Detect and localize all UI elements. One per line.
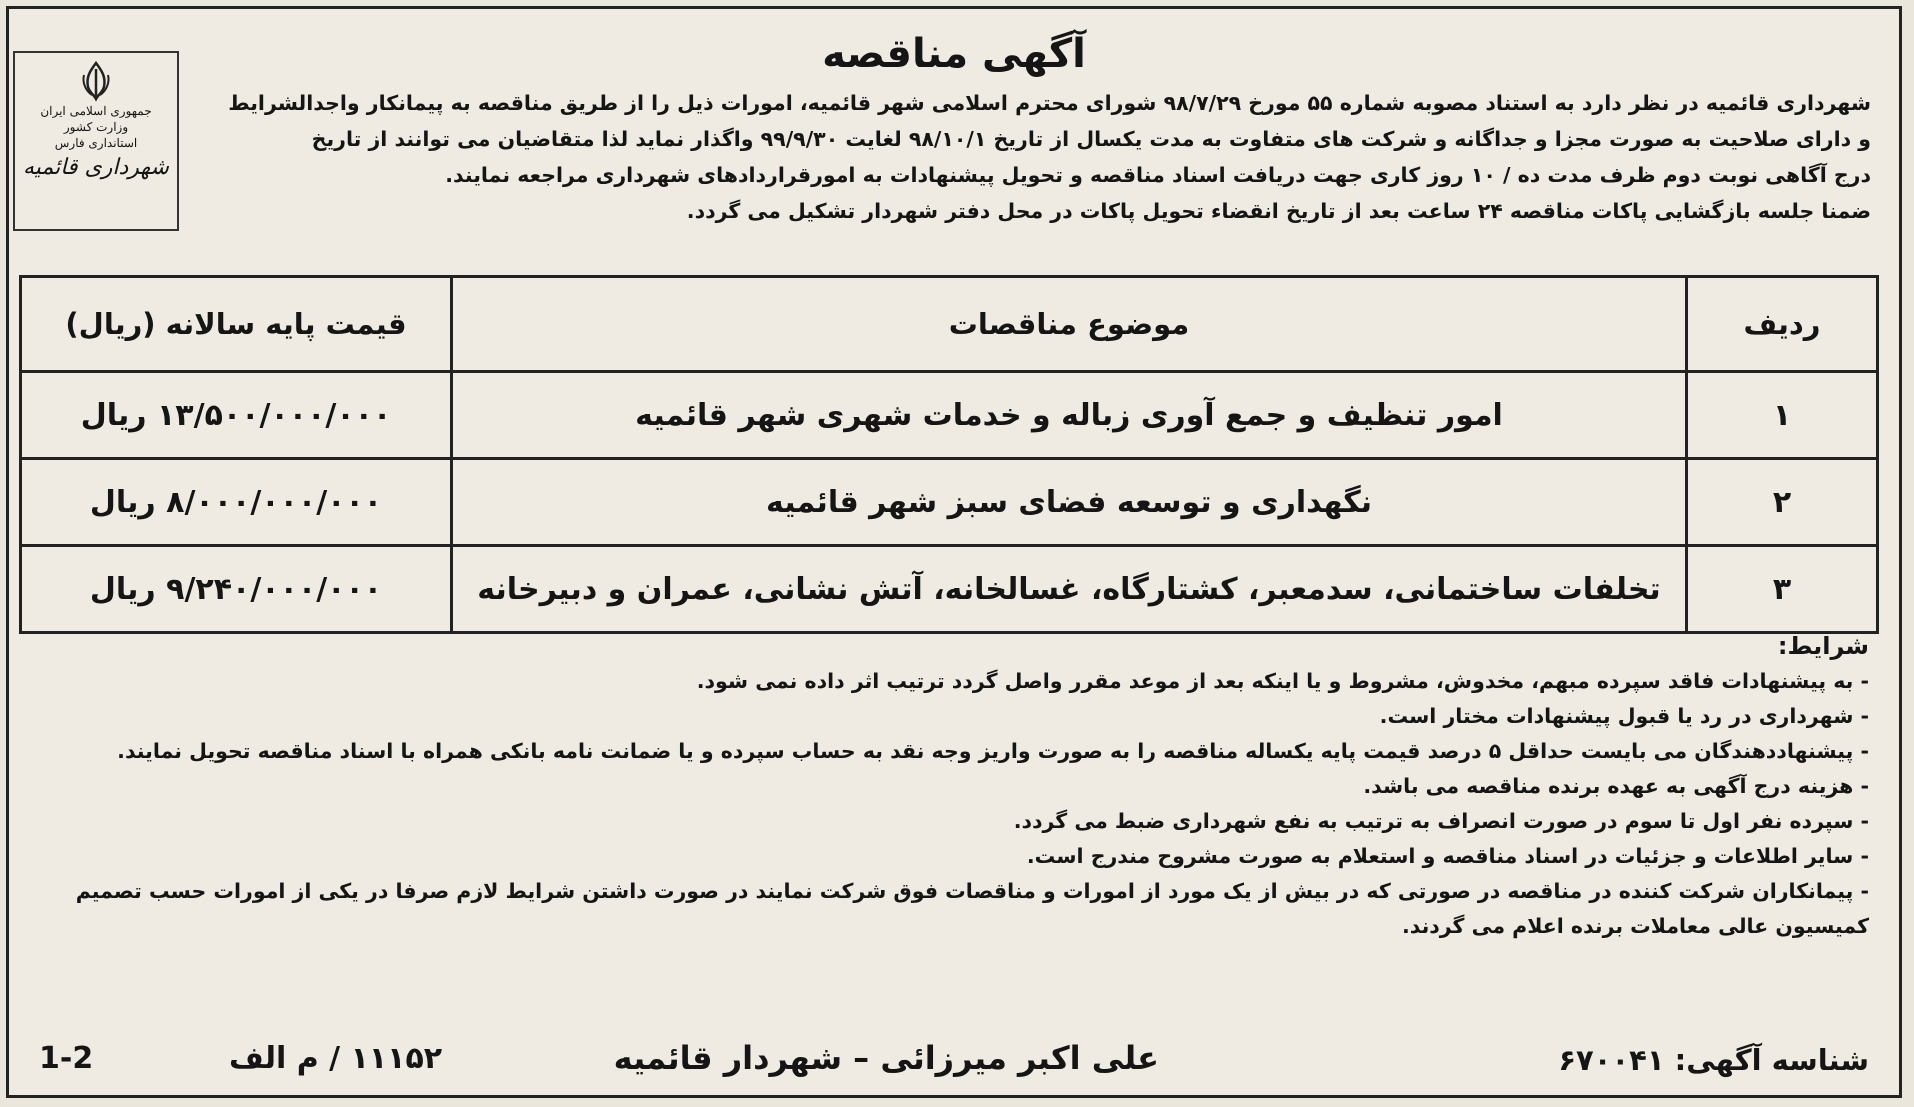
notice-page bbox=[6, 6, 1902, 1098]
row-subject: نگهداری و توسعه فضای سبز شهر قائمیه bbox=[452, 459, 1687, 546]
condition-item: - پیشنهاددهندگان می بایست حداقل ۵ درصد قیمت پایه یکساله مناقصه را به صورت واریز وجه نقد به حساب سپرده و یا ضمانت نامه بانکی همراه با اسناد مناقصه تحویل نمایند. bbox=[117, 739, 1869, 763]
intro-paragraph bbox=[171, 85, 1871, 229]
header-row-number: ردیف bbox=[1687, 277, 1878, 372]
ad-id: شناسه آگهی: ۶۷۰۰۴۱ bbox=[1558, 1043, 1869, 1077]
table-row bbox=[21, 372, 1878, 459]
tenders-table bbox=[19, 275, 1879, 634]
emblem-icon bbox=[74, 59, 118, 103]
conditions-heading: شرایط: bbox=[1777, 632, 1869, 660]
notice-footer bbox=[9, 1039, 1899, 1089]
row-number: ۳ bbox=[1687, 546, 1878, 633]
header-base-price: قیمت پایه سالانه (ریال) bbox=[21, 277, 452, 372]
condition-item: - سپرده نفر اول تا سوم در صورت انصراف به ترتیب به نفع شهرداری ضبط می گردد. bbox=[1013, 809, 1869, 833]
intro-line: ضمنا جلسه بازگشایی پاکات مناقصه ۲۴ ساعت بعد از تاریخ انقضاء تحویل پاکات در محل دفتر شهردار تشکیل می گردد. bbox=[686, 199, 1871, 223]
row-subject: امور تنظیف و جمع آوری زباله و خدمات شهری شهر قائمیه bbox=[452, 372, 1687, 459]
row-price: ۹/۲۴۰/۰۰۰/۰۰۰ ریال bbox=[21, 546, 452, 633]
logo-line-municipality: شهرداری قائمیه bbox=[23, 155, 169, 180]
table-row bbox=[21, 459, 1878, 546]
row-price: ۸/۰۰۰/۰۰۰/۰۰۰ ریال bbox=[21, 459, 452, 546]
table-header-row bbox=[21, 277, 1878, 372]
header-subject: موضوع مناقصات bbox=[452, 277, 1687, 372]
intro-line: و دارای صلاحیت به صورت مجزا و جداگانه و شرکت های متفاوت به مدت یکسال از تاریخ ۹۸/۱۰/۱ لغایت ۹۹/۹/۳۰ واگذار نماید لذا متقاضیان می توانند از تاریخ bbox=[311, 127, 1871, 151]
conditions-section bbox=[9, 629, 1869, 944]
logo-line-ministry: وزارت کشور bbox=[63, 120, 129, 134]
intro-line: شهرداری قائمیه در نظر دارد به استناد مصوبه شماره ۵۵ مورخ ۹۸/۷/۲۹ شورای محترم اسلامی شهر قائمیه، امورات ذیل را از طریق مناقصه به پیمانکار واجدالشرایط bbox=[228, 91, 1871, 115]
page-number: 1-2 bbox=[39, 1041, 94, 1076]
notice-title: آگهی مناقصه bbox=[822, 31, 1086, 77]
condition-item: - به پیشنهادات فاقد سپرده مبهم، مخدوش، مشروط و یا اینکه بعد از موعد مقرر واصل گردد ترتیب اثر داده نمی شود. bbox=[696, 669, 1869, 693]
logo-line-country: جمهوری اسلامی ایران bbox=[40, 104, 152, 118]
row-number: ۲ bbox=[1687, 459, 1878, 546]
municipality-logo bbox=[13, 51, 179, 231]
conditions-list bbox=[9, 664, 1869, 944]
logo-line-province: استانداری فارس bbox=[54, 136, 138, 150]
row-price: ۱۳/۵۰۰/۰۰۰/۰۰۰ ریال bbox=[21, 372, 452, 459]
intro-line: درج آگاهی نوبت دوم ظرف مدت ده / ۱۰ روز کاری جهت دریافت اسناد مناقصه و تحویل پیشنهادات به امورقراردادهای شهرداری مراجعه نمایند. bbox=[445, 163, 1871, 187]
condition-item: - پیمانکاران شرکت کننده در مناقصه در صورتی که در بیش از یک مورد از امورات و مناقصات فوق شرکت نمایند در صورت داشتن شرایط لازم صرفا در یکی از امورات حسب تصمیم کمیسیون عالی معاملات برنده اعلام می گردند. bbox=[75, 879, 1869, 938]
row-subject: تخلفات ساختمانی، سدمعبر، کشتارگاه، غسالخانه، آتش نشانی، عمران و دبیرخانه bbox=[452, 546, 1687, 633]
mayor-signature: علی اکبر میرزائی – شهردار قائمیه bbox=[613, 1039, 1159, 1077]
row-number: ۱ bbox=[1687, 372, 1878, 459]
condition-item: - هزینه درج آگهی به عهده برنده مناقصه می باشد. bbox=[1363, 774, 1869, 798]
table-row bbox=[21, 546, 1878, 633]
condition-item: - سایر اطلاعات و جزئیات در اسناد مناقصه و استعلام به صورت مشروح مندرج است. bbox=[1026, 844, 1869, 868]
reference-code: ۱۱۱۵۲ / م الف bbox=[229, 1041, 443, 1076]
condition-item: - شهرداری در رد یا قبول پیشنهادات مختار است. bbox=[1379, 704, 1869, 728]
